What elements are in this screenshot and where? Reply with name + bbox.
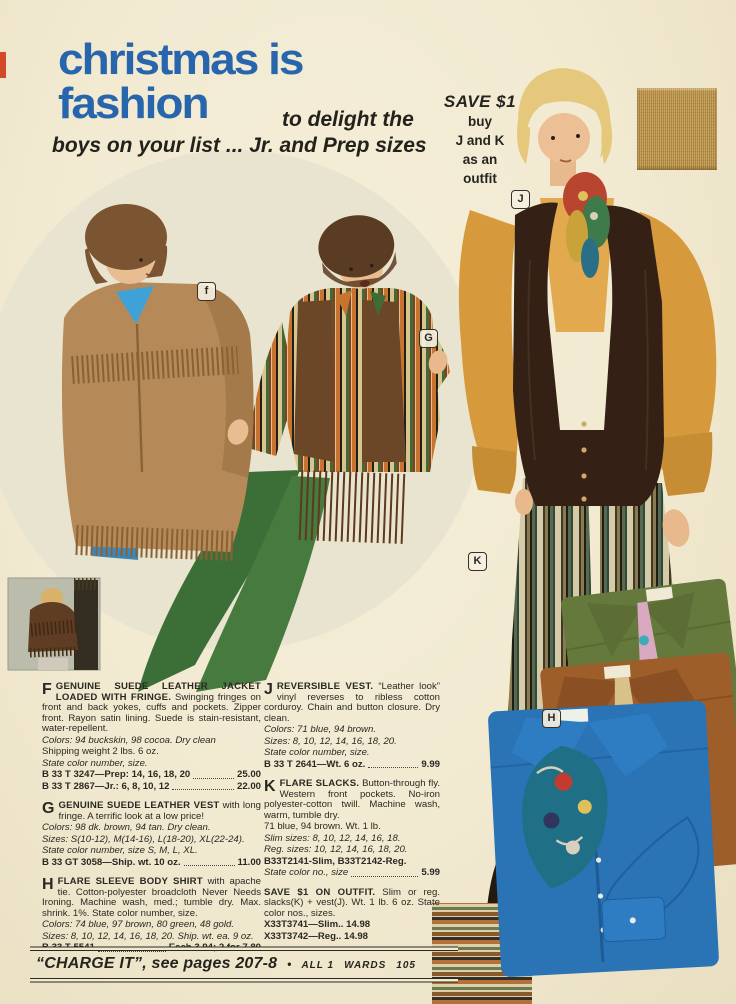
product-item-h [42,877,261,954]
photo-badge-j: J [511,190,530,209]
page-edge-mark [0,52,6,78]
price-row [264,760,440,771]
item-body: “Leather look” vinyl reverses to ribless cotton corduroy. Chain and button closure. Dry clean. [264,681,440,724]
headline-tagline1: to delight the [282,108,414,131]
photo-badge-k: K [468,552,487,571]
product-item-f [42,682,261,792]
item-sizes: Sizes: S(10-12), M(14-16), L(18-20), XL(22-24). [42,833,245,845]
item-sizes: Sizes: 8, 10, 12, 14, 16, 18, 20. Ship. wt. ea. 9 oz. [42,930,254,942]
price-value: 11.00 [237,856,261,868]
product-item-k [264,779,440,879]
headline-line1: christmas is [58,34,303,84]
item-sizes-slim: Slim sizes: 8, 10, 12, 14, 16, 18. [264,832,401,844]
catalog-code: B 33 T 3247—Prep: 14, 16, 18, 20 [42,769,191,780]
item-lead: FLARE SLEEVE BODY SHIRT [57,876,203,887]
save-note-line: buy [467,114,492,129]
offer-code-slim: X33T3741—Slim.. 14.98 [264,919,371,930]
item-sizes: Sizes: 8, 10, 12, 14, 16, 18, 20. [264,735,397,747]
item-lead: FLARE SLACKS. [279,778,360,789]
save-note [430,92,530,188]
offer-body: Slim or reg. slacks(K) + vest(J). Wt. 1 lb. 6 oz. State color nos., sizes. [264,886,440,919]
item-note: State color number, size S, M, L, XL. [42,845,198,856]
save-note-title: SAVE $1 [443,92,517,111]
item-body: Button-through fly. Western front pockets. No-iron polyester-cotton twill. Machine wash, warm, tumble dry. [264,778,440,821]
offer-code-reg: X33T3742—Reg.. 14.98 [264,930,368,942]
item-colors: Colors: 98 dk. brown, 94 tan. Dry clean. [42,822,211,833]
photo-badge-g: G [419,329,438,348]
dotted-leader [172,789,234,790]
gold-fabric-swatch [637,88,717,170]
headline-tagline2: boys on your list ... Jr. and Prep sizes [52,134,427,157]
photo-badge-h: H [542,709,561,728]
dotted-leader [351,876,418,877]
photo-badge-f: f [197,282,216,301]
item-body: with apache tie. Cotton-polyester broadcloth Never Needs Ironing. Machine wash, med.; tumble dry. Max. shrink. 1%. State color number, size. [42,876,261,919]
catalog-code: B 33 T 2867—Jr.: 6, 8, 10, 12 [42,780,170,792]
catalog-code: B 33 T 2641—Wt. 6 oz. [264,758,366,770]
footer-bullet: • [287,957,292,971]
price-value: 25.00 [236,769,261,780]
save-note-line: as an [462,152,498,167]
product-item-j [264,682,440,770]
catalog-code: B 33 T 5541 [42,942,95,953]
item-lead: GENUINE SUEDE LEATHER VEST [58,800,220,811]
item-lead: GENUINE SUEDE LEATHER JACKET LOADED WITH FRINGE. [55,681,261,703]
price-value: 22.00 [236,780,261,792]
item-letter: K [264,778,276,795]
footer-page-number: 105 [396,960,416,971]
save-note-line: outfit [463,171,497,186]
item-letter: H [42,876,54,893]
charge-it-text: “CHARGE IT”, see pages 207-8 [36,955,278,972]
inset-photo-boy-jacket [8,578,100,670]
dotted-leader [368,767,418,768]
price-row [42,770,261,781]
item-body: with long fringe. A terrific look at a low price! [58,800,261,822]
folded-shirt-blue [488,700,720,977]
item-colors: Colors: 71 blue, 94 brown. [264,724,376,735]
offer-lead: SAVE $1 ON OUTFIT. [264,886,376,898]
item-shipping: Shipping weight 2 lbs. 6 oz. [42,746,159,757]
save-note-line: J and K [455,133,505,148]
headline-block [52,34,478,157]
item-note: State color number, size. [264,747,370,758]
item-letter: G [42,800,55,817]
price-value: Each 3.94; 2 for 7.80 [168,942,261,953]
item-colors: 71 blue, 94 brown. Wt. 1 lb. [264,821,381,832]
headline-line2: fashion [58,78,208,128]
footer-all-code: ALL 1 [301,960,335,971]
dotted-leader [193,778,234,779]
catalog-code: B 33 GT 3058—Ship. wt. 10 oz. [42,856,181,868]
item-body: Swinging fringes on front and back yokes, cuffs and pockets. Zipper front. Rayon satin lining. Suede is stain-resistant, water-repellent. [42,691,261,734]
price-value: 9.99 [421,758,440,770]
item-note: State color number, size. [42,757,148,769]
item-lead: REVERSIBLE VEST. [276,681,374,692]
price-row [264,868,440,879]
product-item-g [42,801,261,868]
save-outfit-offer [264,888,440,943]
item-colors: Colors: 74 blue, 97 brown, 80 green, 48 gold. [42,919,235,930]
item-sizes-reg: Reg. sizes: 10, 12, 14, 16, 18, 20. [264,844,408,855]
dotted-leader [184,865,235,866]
footer-brand: WARDS [344,960,387,971]
price-row [42,782,261,793]
description-column-right [264,682,440,951]
price-row [42,858,261,869]
description-column-left [42,682,261,963]
footer-bar [30,950,458,979]
item-colors: Colors: 94 buckskin, 98 cocoa. Dry clean [42,734,216,746]
item-letter: J [264,681,273,698]
item-letter: F [42,681,52,698]
price-value: 5.99 [421,867,440,878]
catalog-code: State color no., size [264,867,349,878]
item-codes: B33T2141-Slim, B33T2142-Reg. [264,855,407,867]
